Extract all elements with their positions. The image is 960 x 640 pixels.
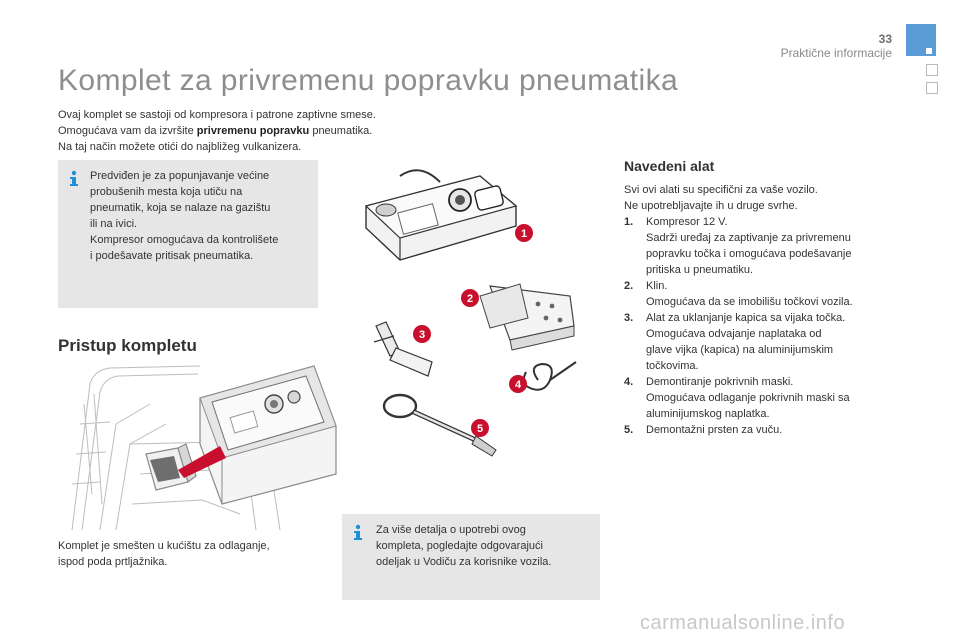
info-box [58, 160, 318, 308]
info-line: i podešavate pritisak pneumatika. [90, 250, 254, 262]
wedge-drawing [480, 284, 574, 350]
intro-line: Ovaj komplet se sastoji od kompresora i patrone zaptivne smese. [58, 109, 376, 121]
tools-illustration [360, 166, 600, 466]
tool-number: 2. [624, 280, 634, 292]
info-box [342, 514, 600, 600]
tool-item-1 [624, 214, 894, 278]
tool-line: točkovima. [646, 360, 699, 372]
chapter-tab-marker [926, 48, 932, 54]
access-caption [58, 538, 328, 570]
hook-drawing [524, 362, 576, 390]
tool-number: 5. [624, 424, 634, 436]
intro-bold-text: privremenu popravku [196, 125, 310, 137]
info-icon [350, 524, 366, 542]
tools-intro-line: Svi ovi alati su specifični za vaše vozilo. [624, 184, 818, 196]
page-number: 33 [878, 32, 892, 46]
callout-label: 3 [418, 329, 426, 341]
tool-line: aluminijumskog naplatka. [646, 408, 770, 420]
compressor-drawing [366, 170, 516, 260]
callout-label: 2 [466, 293, 474, 305]
intro-line: Na taj način možete otići do najbližeg vulkanizera. [58, 141, 302, 153]
tool-number: 3. [624, 312, 634, 324]
intro-text-part: pneumatika. [309, 125, 373, 137]
info-line: ili na ivici. [90, 218, 138, 230]
caption-line: ispod poda prtljažnika. [58, 556, 168, 568]
watermark: carmanualsonline.info [640, 612, 846, 634]
info-line: Kompresor omogućava da kontrolišete [90, 234, 279, 246]
tool-line: Alat za uklanjanje kapica sa vijaka točka. [646, 312, 846, 324]
tool-item-4 [624, 374, 894, 422]
section-heading-tools: Navedeni alat [624, 158, 715, 174]
caption-line: Komplet je smešten u kućištu za odlaganje, [58, 540, 270, 552]
intro-text [58, 107, 458, 155]
tools-intro-line: Ne upotrebljavajte ih u druge svrhe. [624, 200, 798, 212]
chapter-tab[interactable] [926, 82, 938, 94]
intro-text-part: Omogućava vam da izvršite [58, 125, 197, 137]
callout-label: 1 [520, 228, 528, 240]
info-icon [66, 170, 82, 188]
tool-list [624, 182, 894, 438]
callout-label: 4 [514, 379, 522, 391]
info-line: Predviđen je za popunjavanje većine [90, 170, 270, 182]
section-label: Praktične informacije [780, 46, 892, 60]
tool-line: Demontažni prsten za vuču. [646, 424, 783, 436]
tool-line: Sadrži uređaj za zaptivanje za privremenu [646, 232, 851, 244]
tool-line: glave vijka (kapica) na aluminijumskim [646, 344, 834, 356]
callout-label: 5 [476, 423, 484, 435]
tool-line: pritiska u pneumatiku. [646, 264, 753, 276]
info-line: pneumatik, koja se nalaze na gazištu [90, 202, 271, 214]
tool-line: Omogućava odvajanje naplataka od [646, 328, 822, 340]
info-line: odeljak u Vodiču za korisnike vozila. [376, 556, 552, 568]
section-heading-access: Pristup kompletu [58, 336, 197, 355]
tool-number: 1. [624, 216, 634, 228]
tool-item-2 [624, 278, 894, 310]
tool-line: Kompresor 12 V. [646, 216, 728, 228]
tool-item-5 [624, 422, 894, 438]
page-title: Komplet za privremenu popravku pneumatika [58, 64, 679, 97]
tool-line: Klin. [646, 280, 668, 292]
tool-item-3 [624, 310, 894, 374]
tool-number: 4. [624, 376, 634, 388]
tool-line: Omogućava da se imobilišu točkovi vozila. [646, 296, 853, 308]
intro-line [58, 123, 458, 139]
tool-line: Omogućava odlaganje pokrivnih maski sa [646, 392, 850, 404]
info-line: Za više detalja o upotrebi ovog [376, 524, 526, 536]
trunk-illustration [70, 364, 340, 532]
tool-line: popravku točka i omogućava podešavanje [646, 248, 852, 260]
info-line: probušenih mesta koja utiču na [90, 186, 243, 198]
info-line: kompleta, pogledajte odgovarajući [376, 540, 543, 552]
chapter-tab[interactable] [926, 64, 938, 76]
tool-line: Demontiranje pokrivnih maski. [646, 376, 794, 388]
